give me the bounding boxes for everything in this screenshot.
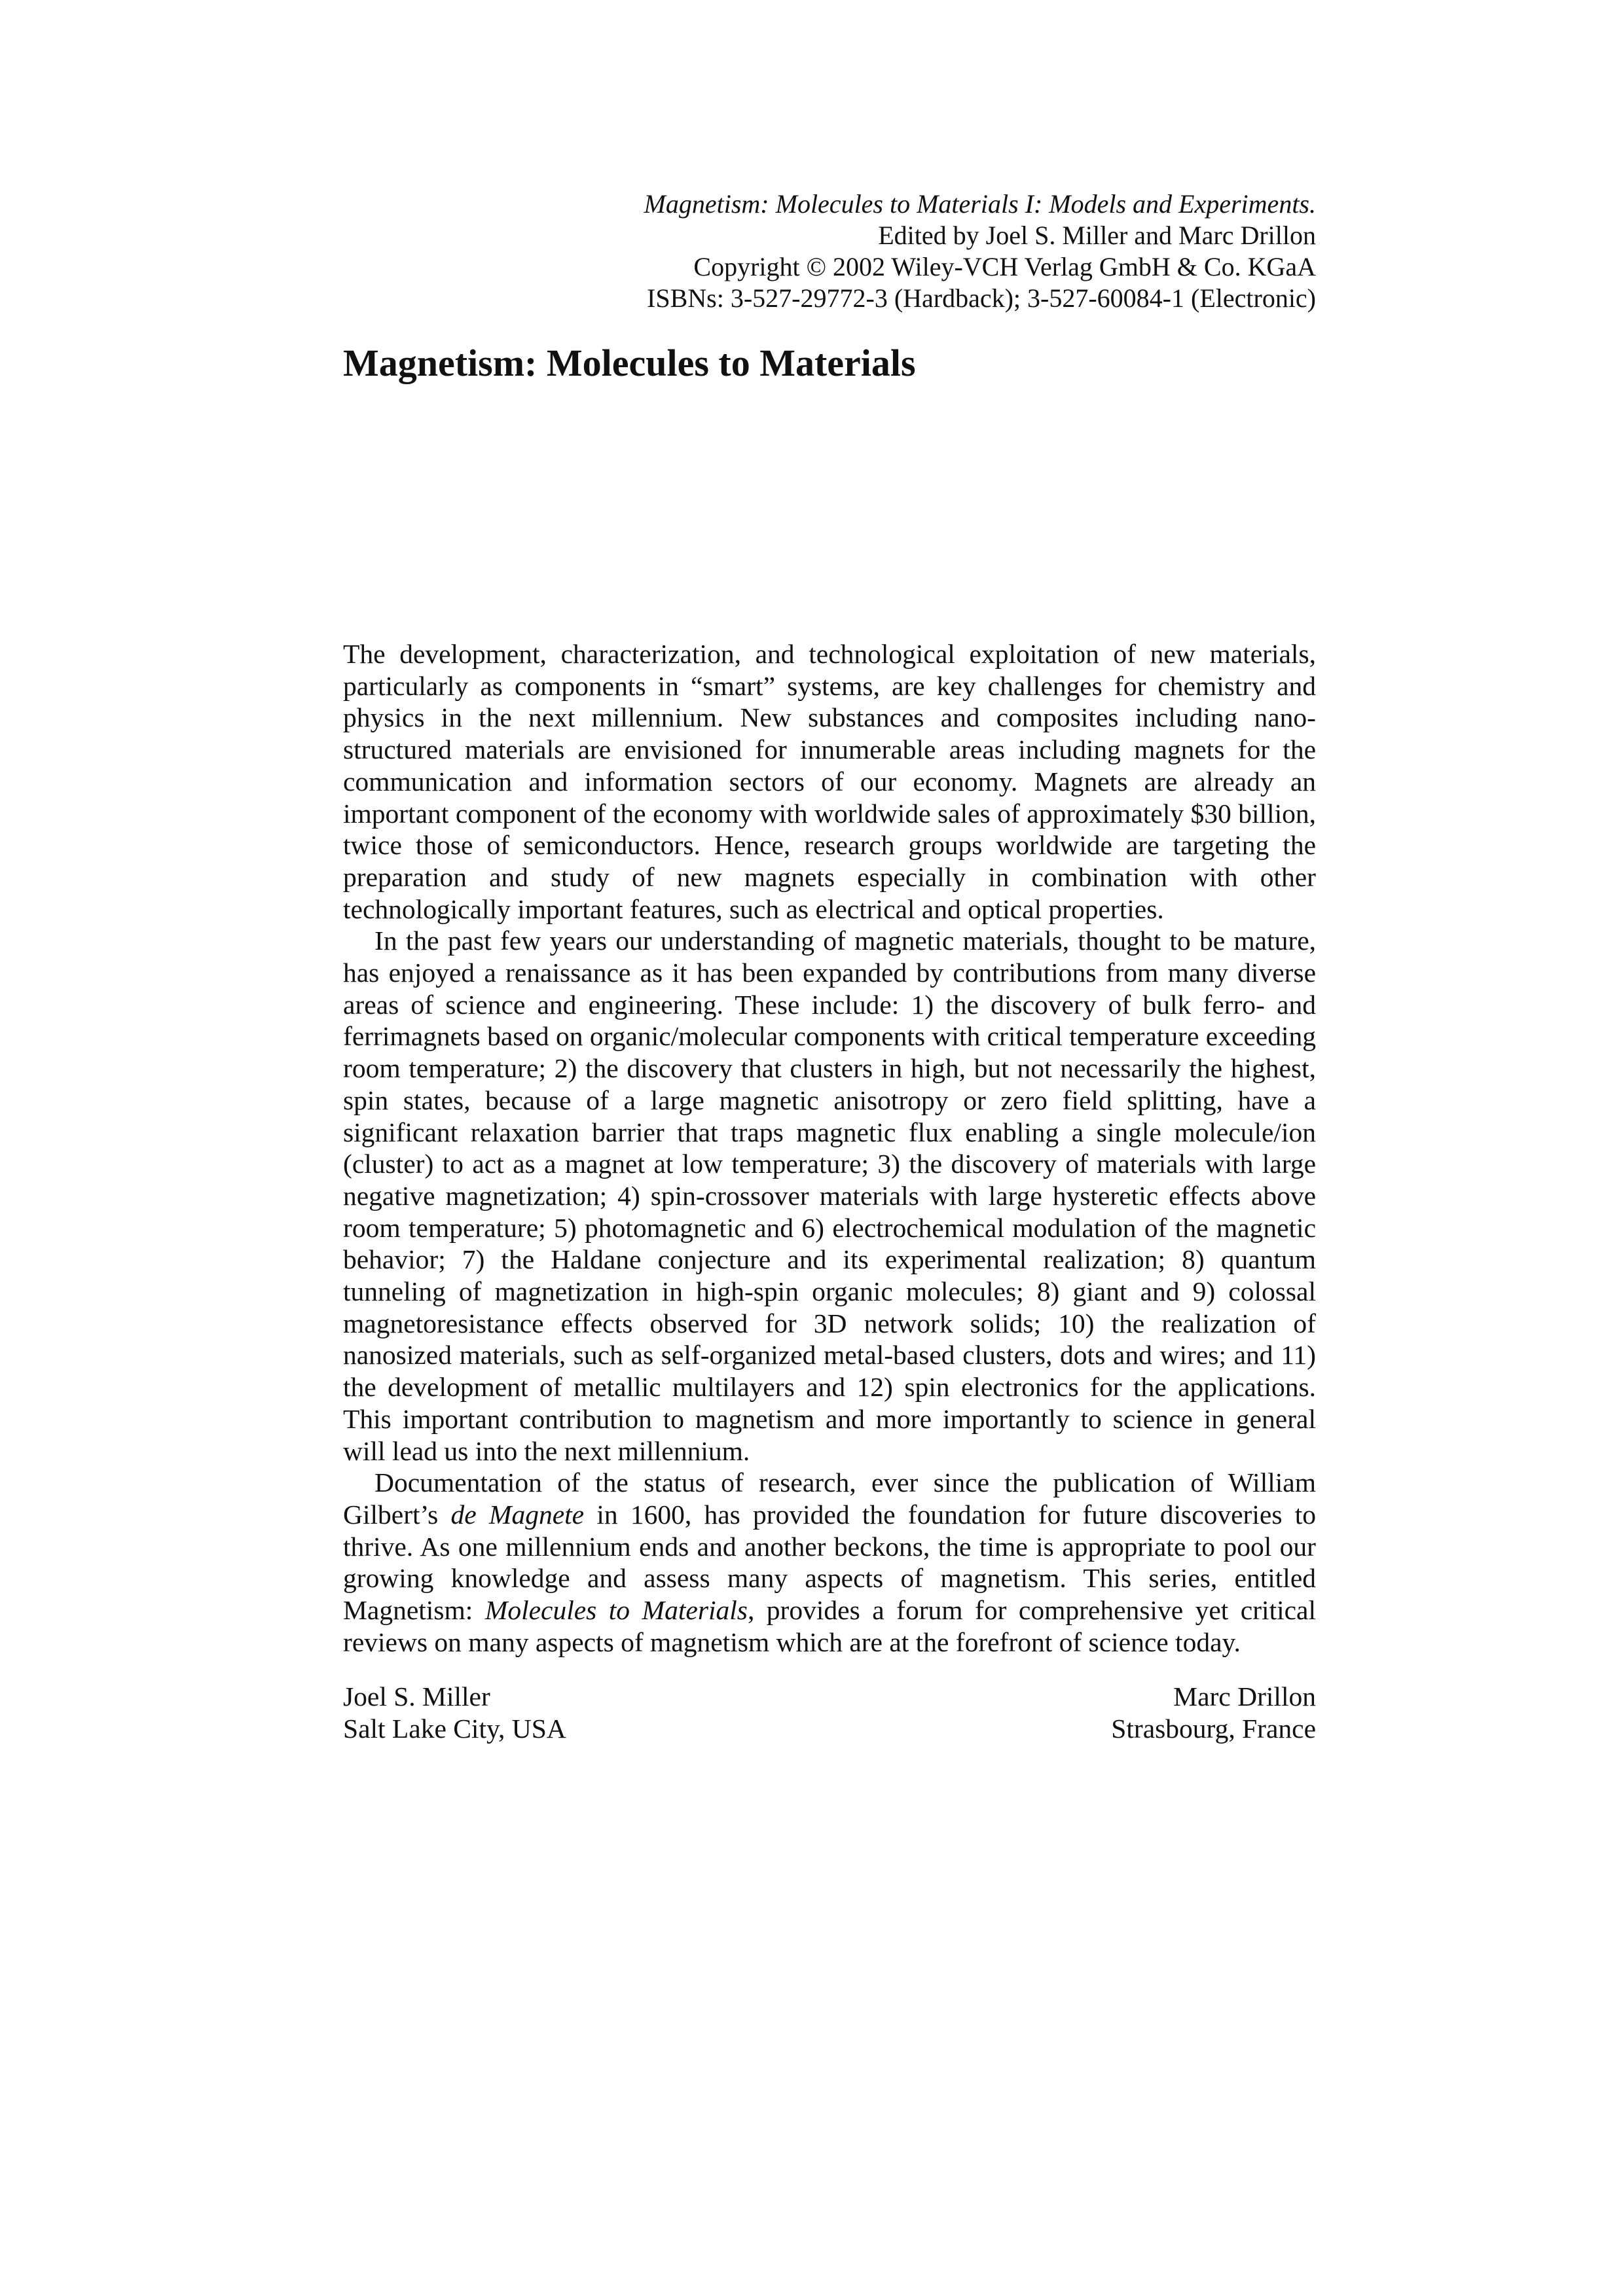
paragraph-2: In the past few years our understanding of magnetic materials, thought to be mature, has enjoyed a renaissance as it has been expanded by contributions from many diverse areas of science and engineering. These include: 1) the discovery of bulk ferro- and ferrimagnets based on organic/molecular components with critical temperature exceeding room temperature; 2) the discovery that clusters in high, but not necessarily the highest, spin states, because of a large magnetic anisotropy or zero field splitting, have a significant relaxation barrier that traps magnetic flux enabling a single molecule/ion (cluster) to act as a magnet at low temperature; 3) the discovery of materials with large negative magnetization; 4) spin-crossover materials with large hysteretic effects above room temperature; 5) photomagnetic and 6) electrochemical modulation of the magnetic behavior; 7) the Haldane conjecture and its experimental realization; 8) quantum tunneling of magnetization in high-spin organic molecules; 8) giant and 9) colossal magnetoresistance effects observed for 3D network solids; 10) the realization of nanosized materials, such as self-organized metal-based clusters, dots and wires; and 11) the development of metallic multilayers and 12) spin electronics for the applications. This important contribution to magnetism and more importantly to science in general will lead us into the next millennium. [343,925,1316,1466]
signature-left-name: Joel S. Miller [343,1681,490,1712]
signature-left [343,1681,566,1744]
signature-left-place: Salt Lake City, USA [343,1713,566,1744]
paragraph-3-text-a: Documentation of the status of research, ever since the publication of William Gilbert’s [343,1467,1316,1530]
isbn-line: ISBNs: 3-527-29772-3 (Hardback); 3-527-60084-1 (Electronic) [647,283,1316,313]
copyright-line: Copyright © 2002 Wiley-VCH Verlag GmbH & Co. KGaA [693,252,1316,281]
paragraph-3-text-b: in 1600, has provided the foundation for future discoveries to thrive. As one millennium ends and another beckons, the time is appropriate to pool our growing knowledge and assess many aspects of magnetism. This series, entitled Magnetism: [343,1499,1316,1626]
paragraph-3-italic-de-magnete: de Magnete [450,1499,585,1530]
series-title: Magnetism: Molecules to Materials [343,342,916,384]
signatures [343,1681,1316,1744]
signature-right-place: Strasbourg, France [1111,1713,1316,1744]
paragraph-1: The development, characterization, and technological exploitation of new materials, particularly as components in “smart” systems, are key challenges for chemistry and physics in the next millennium. New substances and composites including nano-structured materials are envisioned for innumerable areas including magnets for the communication and information sectors of our economy. Magnets are already an important component of the economy with worldwide sales of approximately $30 billion, twice those of semiconductors. Hence, research groups worldwide are targeting the preparation and study of new magnets especially in combination with other technologically important features, such as electrical and optical properties. [343,639,1316,924]
book-title: Magnetism: Molecules to Materials I: Models and Experiments. [644,189,1316,219]
paragraph-3 [343,1467,1316,1658]
editors-line: Edited by Joel S. Miller and Marc Drillon [878,221,1316,250]
signature-right-name: Marc Drillon [1173,1681,1316,1712]
body-text [343,638,1316,1659]
copyright-header [268,188,1316,314]
paragraph-3-text-c: , provides a forum for comprehensive yet critical reviews on many aspects of magnetism which are at the forefront of science today. [343,1595,1316,1657]
signature-right [1111,1681,1316,1744]
paragraph-3-italic-series: Molecules to Materials [484,1595,748,1626]
